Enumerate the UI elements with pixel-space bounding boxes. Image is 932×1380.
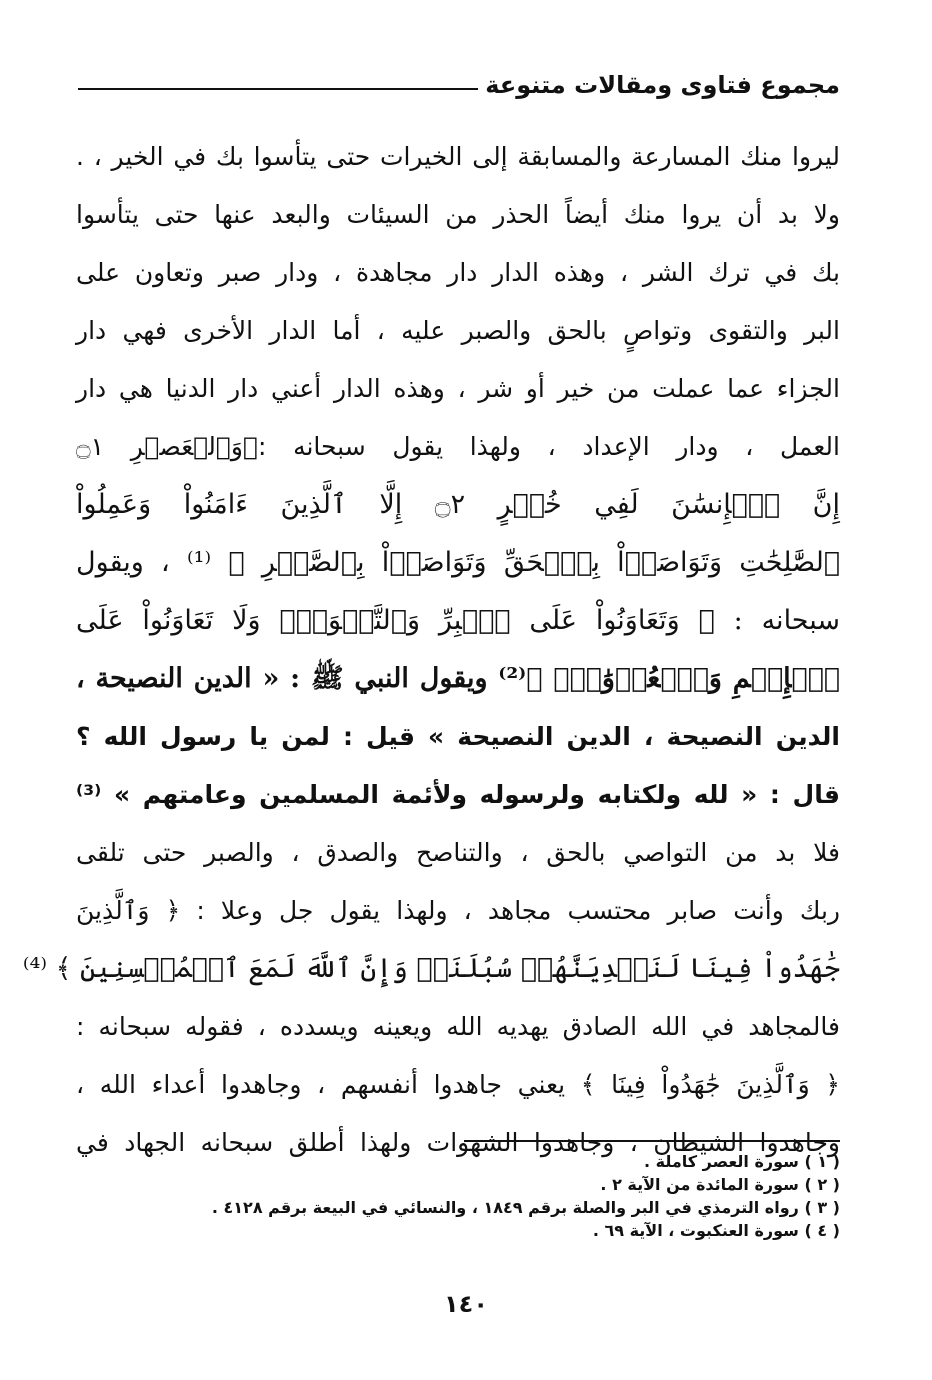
running-header — [78, 68, 840, 102]
quran-verse-line: جَٰهَدُواْ فِينَا لَنَهۡدِيَنَّهُمۡ سُبُلَنَاۚ وَإِنَّ ٱللَّهَ لَمَعَ ٱلۡمُحۡسِنِينَ ﴾ ⁽⁴⁾ — [22, 953, 840, 984]
page-number: ١٤٠ — [444, 1290, 488, 1318]
hadith-line: ٱلۡإِثۡمِ وَٱلۡعُدۡوَٰنِۚ ﴾⁽²⁾ ويقول النبي ﷺ : « الدين النصيحة ، — [76, 663, 840, 694]
text-line: فالمجاهد في الله الصادق يهديه الله ويعينه ويسدده ، فقوله سبحانه : — [76, 1012, 840, 1041]
header-title: مجموع فتاوى ومقالات متنوعة — [485, 71, 840, 99]
text-line: ربك وأنت صابر محتسب مجاهد ، ولهذا يقول جل وعلا : ﴿ وَٱلَّذِينَ — [76, 896, 840, 925]
text-line: ليروا منك المسارعة والمسابقة إلى الخيرات حتى يتأسوا بك في الخير ، . — [76, 142, 840, 171]
footnote-separator — [464, 1140, 840, 1142]
text-line: ولا بد أن يروا منك أيضاً الحذر من السيئات والبعد عنها حتى يتأسوا — [76, 200, 840, 229]
footnote: ( ١ ) سورة العصر كاملة . — [643, 1152, 840, 1171]
text-line: فلا بد من التواصي بالحق ، والتناصح والصدق ، والصبر حتى تلقى — [76, 838, 840, 867]
text-line: بك في ترك الشر ، وهذه الدار دار مجاهدة ، ودار صبر وتعاون على — [76, 258, 840, 287]
quran-verse-line: سبحانه : ﴿ وَتَعَاوَنُواْ عَلَى ٱلۡبِرِّ وَٱلتَّقۡوَىٰۖ وَلَا تَعَاوَنُواْ عَلَى — [76, 605, 840, 636]
footnote: ( ٤ ) سورة العنكبوت ، الآية ٦٩ . — [592, 1221, 840, 1240]
footnote: ( ٢ ) سورة المائدة من الآية ٢ . — [600, 1175, 840, 1194]
header-rule — [78, 88, 478, 90]
main-text — [22, 128, 841, 1172]
footnote: ( ٣ ) رواه الترمذي في البر والصلة برقم ١٨٤٩ ، والنسائي في البيعة برقم ٤١٢٨ . — [211, 1198, 840, 1217]
text-line: البر والتقوى وتواصٍ بالحق والصبر عليه ، أما الدار الأخرى فهي دار — [76, 316, 840, 345]
hadith-line: الدين النصيحة ، الدين النصيحة » قيل : لمن يا رسول الله ؟ — [76, 722, 840, 751]
quran-verse-line: إِنَّ ٱلۡإِنسَٰنَ لَفِي خُسۡرٍ ۝٢ إِلَّا ٱلَّذِينَ ءَامَنُواْ وَعَمِلُواْ — [76, 489, 840, 520]
text-line: الجزاء عما عملت من خير أو شر ، وهذه الدار أعني دار الدنيا هي دار — [76, 374, 840, 403]
text-line: ﴿ وَٱلَّذِينَ جَٰهَدُواْ فِينَا ﴾ يعني جاهدوا أنفسهم ، وجاهدوا أعداء الله ، — [76, 1070, 840, 1099]
hadith-line: قال : « لله ولكتابه ولرسوله ولأئمة المسلمين وعامتهم » ⁽³⁾ — [76, 780, 840, 809]
text-line: وجاهدوا الشيطان ، وجاهدوا الشهوات ولهذا أطلق سبحانه الجهاد في — [76, 1128, 840, 1157]
quran-verse-line: ٱلصَّٰلِحَٰتِ وَتَوَاصَوۡاْ بِٱلۡحَقِّ وَتَوَاصَوۡاْ بِٱلصَّبۡرِ ﴾ ⁽¹⁾ ، ويقول — [76, 547, 841, 578]
footnotes — [140, 1150, 840, 1242]
text-line: العمل ، ودار الإعداد ، ولهذا يقول سبحانه :﴿وَٱلۡعَصۡرِ ۝١ — [76, 432, 840, 461]
